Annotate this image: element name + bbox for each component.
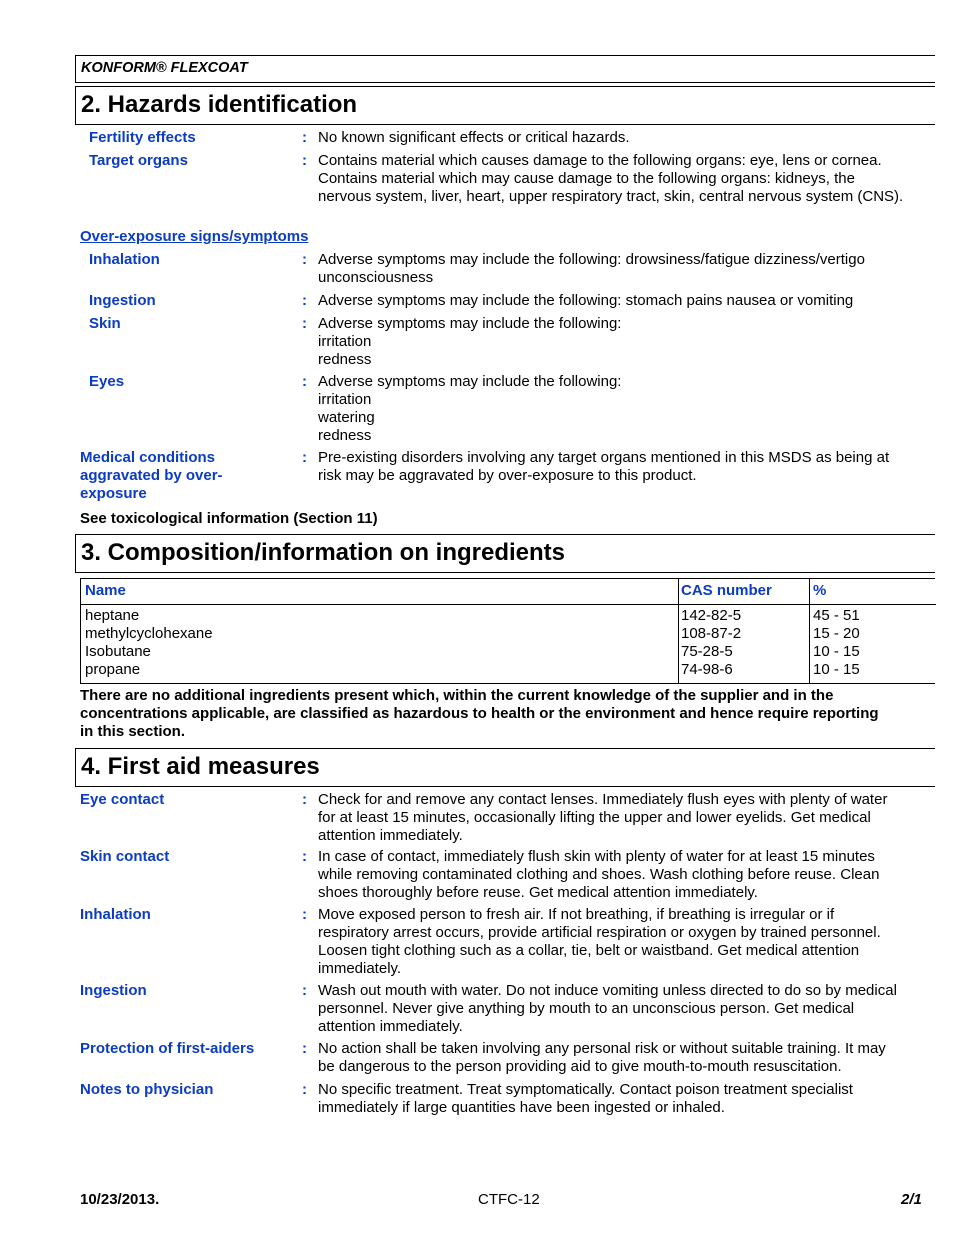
section-4-title: 4. First aid measures bbox=[81, 753, 320, 780]
table-cell-cas: 75-28-5 bbox=[681, 643, 733, 660]
skin-contact-value: In case of contact, immediately flush skin with plenty of water for at least 15 minutes while removing contaminated clothing and shoes. Wash clothing before reuse. Clean shoes thoroughly before reuse. Get medical attention immediately. bbox=[318, 848, 880, 901]
skin-label: Skin bbox=[89, 315, 121, 332]
table-cell-percent: 15 - 20 bbox=[813, 625, 860, 642]
colon: : bbox=[302, 449, 307, 466]
first-aid-ingestion-label: Ingestion bbox=[80, 982, 147, 999]
section-2-title: 2. Hazards identification bbox=[81, 91, 358, 118]
table-cell-percent: 45 - 51 bbox=[813, 607, 860, 624]
footer-date: 10/23/2013. bbox=[80, 1191, 160, 1208]
ingestion-value: Adverse symptoms may include the following: stomach pains nausea or vomiting bbox=[318, 292, 854, 309]
footer-page-number: 2/1 bbox=[901, 1191, 922, 1208]
ingestion-label: Ingestion bbox=[89, 292, 156, 309]
target-organs-label: Target organs bbox=[89, 152, 188, 169]
product-header bbox=[75, 55, 935, 83]
table-cell-percent: 10 - 15 bbox=[813, 661, 860, 678]
colon: : bbox=[302, 315, 307, 332]
first-aid-inhalation-label: Inhalation bbox=[80, 906, 151, 923]
colon: : bbox=[302, 152, 307, 169]
section-3-title: 3. Composition/information on ingredients bbox=[81, 539, 565, 566]
target-organs-value: Contains material which causes damage to the following organs: eye, lens or cornea. Contains material which may cause damage to the following organs: kidneys, the nervous system, liver, heart, upper respiratory tract, skin, central nervous system (CNS). bbox=[318, 152, 904, 205]
colon: : bbox=[302, 1040, 307, 1057]
first-aid-inhalation-value: Move exposed person to fresh air. If not breathing, if breathing is irregular or if respiratory arrest occurs, provide artificial respiration or oxygen by trained personnel. Loosen tight clothing such as a collar, tie, belt or waistband. Get medical attention immediately. bbox=[318, 906, 881, 977]
section-2-header bbox=[75, 86, 935, 125]
table-cell-name: heptane bbox=[85, 607, 140, 624]
table-cell-name: propane bbox=[85, 661, 141, 678]
colon: : bbox=[302, 982, 307, 999]
see-toxicological-note: See toxicological information (Section 11) bbox=[80, 510, 378, 527]
notes-to-physician-label: Notes to physician bbox=[80, 1081, 214, 1098]
fertility-value: No known significant effects or critical hazards. bbox=[318, 129, 630, 146]
column-header-cas: CAS number bbox=[681, 582, 772, 599]
table-cell-cas: 74-98-6 bbox=[681, 661, 733, 678]
colon: : bbox=[302, 906, 307, 923]
section-4-header bbox=[75, 748, 935, 787]
colon: : bbox=[302, 129, 307, 146]
table-cell-name: methylcyclohexane bbox=[85, 625, 213, 642]
product-name: KONFORM® FLEXCOAT bbox=[81, 60, 248, 76]
protection-first-aiders-label: Protection of first-aiders bbox=[80, 1040, 255, 1057]
table-cell-name: Isobutane bbox=[85, 643, 151, 660]
inhalation-value: Adverse symptoms may include the following: drowsiness/fatigue dizziness/vertigo unconsciousness bbox=[318, 251, 865, 286]
medical-conditions-value: Pre-existing disorders involving any target organs mentioned in this MSDS as being at risk may be aggravated by over-exposure to this product. bbox=[318, 449, 890, 484]
table-header-row bbox=[81, 579, 936, 605]
colon: : bbox=[302, 1081, 307, 1098]
colon: : bbox=[302, 848, 307, 865]
table-cell-percent: 10 - 15 bbox=[813, 643, 860, 660]
column-divider bbox=[809, 579, 810, 683]
column-header-percent: % bbox=[813, 582, 827, 599]
skin-value: Adverse symptoms may include the following: irritation redness bbox=[318, 315, 622, 368]
eye-contact-value: Check for and remove any contact lenses. Immediately flush eyes with plenty of water for at least 15 minutes, occasionally lifting the upper and lower eyelids. Get medical attention immediately. bbox=[318, 791, 888, 844]
ingredients-note: There are no additional ingredients present which, within the current knowledge of the supplier and in the concentrations applicable, are classified as hazardous to health or the environment and hence require reporting in this section. bbox=[80, 687, 879, 740]
eyes-value: Adverse symptoms may include the following: irritation watering redness bbox=[318, 373, 622, 444]
skin-contact-label: Skin contact bbox=[80, 848, 170, 865]
eyes-label: Eyes bbox=[89, 373, 125, 390]
protection-first-aiders-value: No action shall be taken involving any personal risk or without suitable training. It may be dangerous to the person providing aid to give mouth-to-mouth resuscitation. bbox=[318, 1040, 886, 1075]
table-cell-cas: 142-82-5 bbox=[681, 607, 742, 624]
first-aid-ingestion-value: Wash out mouth with water. Do not induce vomiting unless directed to do so by medical personnel. Never give anything by mouth to an unconscious person. Get medical attention immediately. bbox=[318, 982, 897, 1035]
colon: : bbox=[302, 373, 307, 390]
colon: : bbox=[302, 292, 307, 309]
eye-contact-label: Eye contact bbox=[80, 791, 165, 808]
column-divider bbox=[678, 579, 679, 683]
colon: : bbox=[302, 251, 307, 268]
overexposure-heading: Over-exposure signs/symptoms bbox=[80, 228, 309, 245]
colon: : bbox=[302, 791, 307, 808]
footer-code: CTFC-12 bbox=[478, 1191, 540, 1208]
medical-conditions-label: Medical conditions aggravated by over- exposure bbox=[80, 449, 223, 502]
column-header-name: Name bbox=[85, 582, 126, 599]
fertility-label: Fertility effects bbox=[89, 129, 196, 146]
section-3-header bbox=[75, 534, 935, 573]
table-cell-cas: 108-87-2 bbox=[681, 625, 742, 642]
inhalation-label: Inhalation bbox=[89, 251, 160, 268]
notes-to-physician-value: No specific treatment. Treat symptomatically. Contact poison treatment specialist immediately if large quantities have been ingested or inhaled. bbox=[318, 1081, 853, 1116]
ingredients-table bbox=[80, 578, 935, 684]
